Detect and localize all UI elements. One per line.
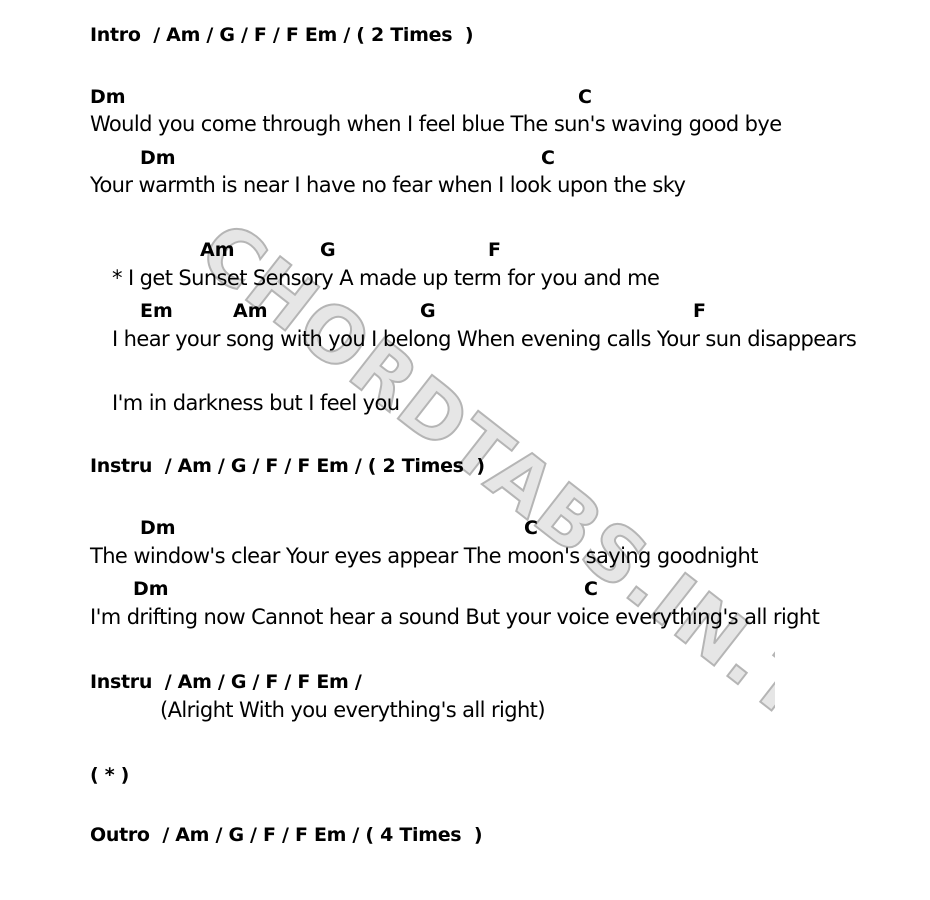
- repeat-marker: ( * ): [90, 764, 130, 786]
- chord-g: G: [320, 239, 336, 261]
- watermark-text: CHORDTABS.IN.TH: [183, 204, 775, 750]
- lyric-line: Would you come through when I feel blue The sun's waving good bye: [90, 112, 782, 136]
- lyric-line: (Alright With you everything's all right): [160, 698, 545, 722]
- lyric-line: I'm in darkness but I feel you: [112, 391, 400, 415]
- chord-c: C: [541, 147, 555, 169]
- lyric-line: I'm drifting now Cannot hear a sound But your voice everything's all right: [90, 605, 820, 629]
- chord-g: G: [420, 300, 436, 322]
- intro-line: Intro / Am / G / F / F Em / ( 2 Times ): [90, 24, 474, 46]
- lyric-line: * I get Sunset Sensory A made up term for you and me: [112, 266, 660, 290]
- instru-line: Instru / Am / G / F / F Em / ( 2 Times ): [90, 455, 485, 477]
- outro-line: Outro / Am / G / F / F Em / ( 4 Times ): [90, 824, 483, 846]
- chord-dm: Dm: [133, 578, 169, 600]
- chord-am: Am: [200, 239, 235, 261]
- lyric-line: I hear your song with you I belong When evening calls Your sun disappears: [112, 327, 857, 351]
- chord-dm: Dm: [140, 147, 176, 169]
- lyric-line: The window's clear Your eyes appear The moon's saying goodnight: [90, 544, 758, 568]
- chord-c: C: [578, 86, 592, 108]
- chord-am: Am: [233, 300, 268, 322]
- chord-f: F: [488, 239, 501, 261]
- instru-line: Instru / Am / G / F / F Em /: [90, 671, 362, 693]
- chord-c: C: [584, 578, 598, 600]
- chord-c: C: [524, 517, 538, 539]
- lyric-line: Your warmth is near I have no fear when I look upon the sky: [90, 173, 686, 197]
- chord-dm: Dm: [90, 86, 126, 108]
- chord-f: F: [693, 300, 706, 322]
- chord-em: Em: [140, 300, 173, 322]
- chord-dm: Dm: [140, 517, 176, 539]
